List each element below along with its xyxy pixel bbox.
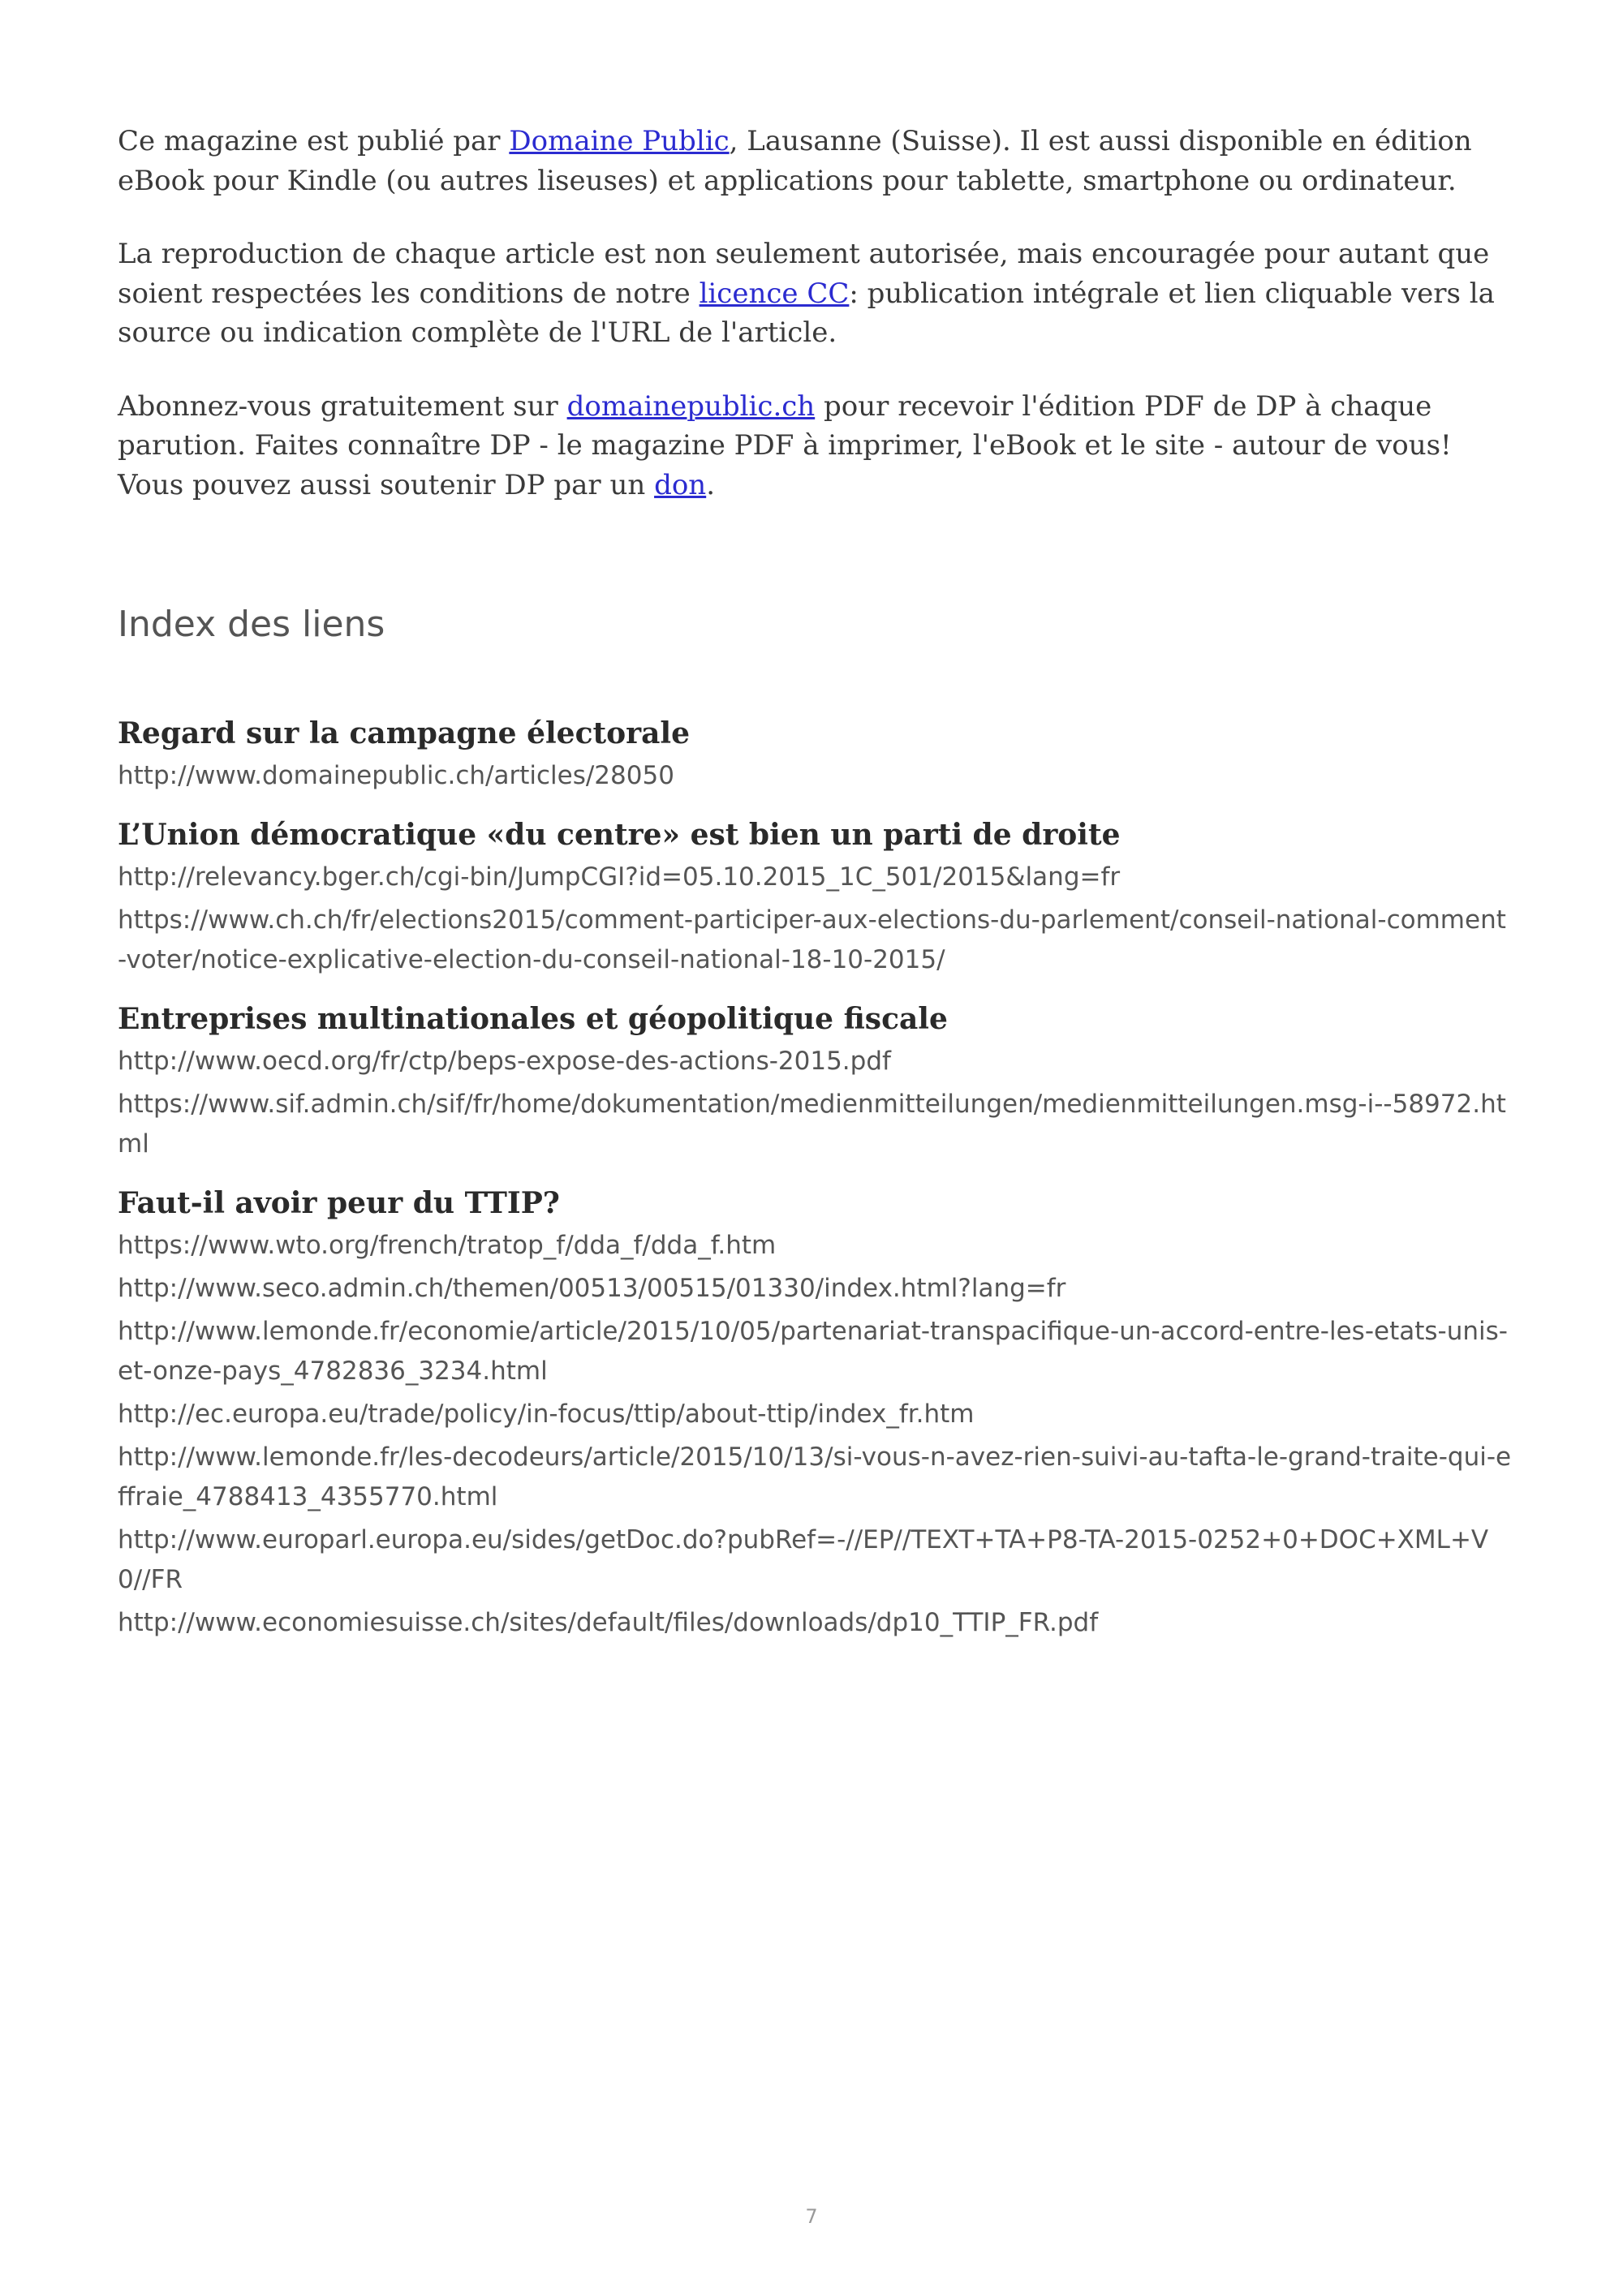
licence-cc-link[interactable]: licence CC xyxy=(699,277,850,310)
domainepublic-site-link[interactable]: domainepublic.ch xyxy=(566,389,816,423)
link-url[interactable]: https://www.sif.admin.ch/sif/fr/home/dokumentation/medienmitteilungen/medienmitteilungen.msg-i--58972.html xyxy=(118,1090,1506,1159)
link-url[interactable]: http://www.domainepublic.ch/articles/28050 xyxy=(118,761,674,790)
index-section xyxy=(118,712,1513,796)
link-url[interactable]: http://www.economiesuisse.ch/sites/default/files/downloads/dp10_TTIP_FR.pdf xyxy=(118,1608,1099,1637)
link-url[interactable]: http://ec.europa.eu/trade/policy/in-focus/ttip/about-ttip/index_fr.htm xyxy=(118,1400,975,1429)
section-title: Regard sur la campagne électorale xyxy=(118,716,691,750)
intro-paragraph-subscribe: Abonnez-vous gratuitement sur domainepublic.ch pour recevoir l'édition PDF de DP à chaque parution. Faites connaître DP - le magazine PDF à imprimer, l'eBook et le site - autour de vous! Vous pouvez aussi soutenir DP par un don. xyxy=(118,389,1452,501)
link-url[interactable]: https://www.wto.org/french/tratop_f/dda_f/dda_f.htm xyxy=(118,1231,777,1260)
intro-paragraph-publisher: Ce magazine est publié par Domaine Public, Lausanne (Suisse). Il est aussi disponible en édition eBook pour Kindle (ou autres liseuses) et applications pour tablette, smartphone ou ordinateur. xyxy=(118,125,1472,197)
index-title: Index des liens xyxy=(118,604,385,645)
link-url[interactable]: http://www.oecd.org/fr/ctp/beps-expose-des-actions-2015.pdf xyxy=(118,1047,891,1076)
link-url[interactable]: https://www.ch.ch/fr/elections2015/comment-participer-aux-elections-du-parlement/conseil-national-comment-voter/notice-explicative-election-du-conseil-national-18-10-2015/ xyxy=(118,905,1506,974)
domaine-public-link[interactable]: Domaine Public xyxy=(509,125,730,157)
donation-link[interactable]: don xyxy=(654,468,707,501)
section-title: Entreprises multinationales et géopolitique fiscale xyxy=(118,1002,948,1036)
index-section xyxy=(118,1182,1513,1643)
link-url[interactable]: http://www.europarl.europa.eu/sides/getDoc.do?pubRef=-//EP//TEXT+TA+P8-TA-2015-0252+0+DOC+XML+V0//FR xyxy=(118,1525,1489,1594)
section-title: L’Union démocratique «du centre» est bien un parti de droite xyxy=(118,818,1121,852)
intro-paragraph-license: La reproduction de chaque article est non seulement autorisée, mais encouragée pour autant que soient respectées les conditions de notre licence CC: publication intégrale et lien cliquable vers la source ou indication complète de l'URL de l'article. xyxy=(118,238,1495,349)
page-number: 7 xyxy=(805,2205,818,2228)
link-index xyxy=(118,712,1513,1643)
index-section xyxy=(118,814,1513,980)
link-url[interactable]: http://relevancy.bger.ch/cgi-bin/JumpCGI?id=05.10.2015_1C_501/2015&lang=fr xyxy=(118,862,1121,892)
link-url[interactable]: http://www.lemonde.fr/les-decodeurs/article/2015/10/13/si-vous-n-avez-rien-suivi-au-tafta-le-grand-traite-qui-effraie_4788413_4355770.html xyxy=(118,1443,1512,1511)
document-page xyxy=(118,122,1513,1661)
index-section xyxy=(118,998,1513,1164)
link-url[interactable]: http://www.lemonde.fr/economie/article/2015/10/05/partenariat-transpacifique-un-accord-entre-les-etats-unis-et-onze-pays_4782836_3234.html xyxy=(118,1317,1508,1386)
section-title: Faut-il avoir peur du TTIP? xyxy=(118,1186,560,1220)
link-url[interactable]: http://www.seco.admin.ch/themen/00513/00515/01330/index.html?lang=fr xyxy=(118,1274,1066,1303)
